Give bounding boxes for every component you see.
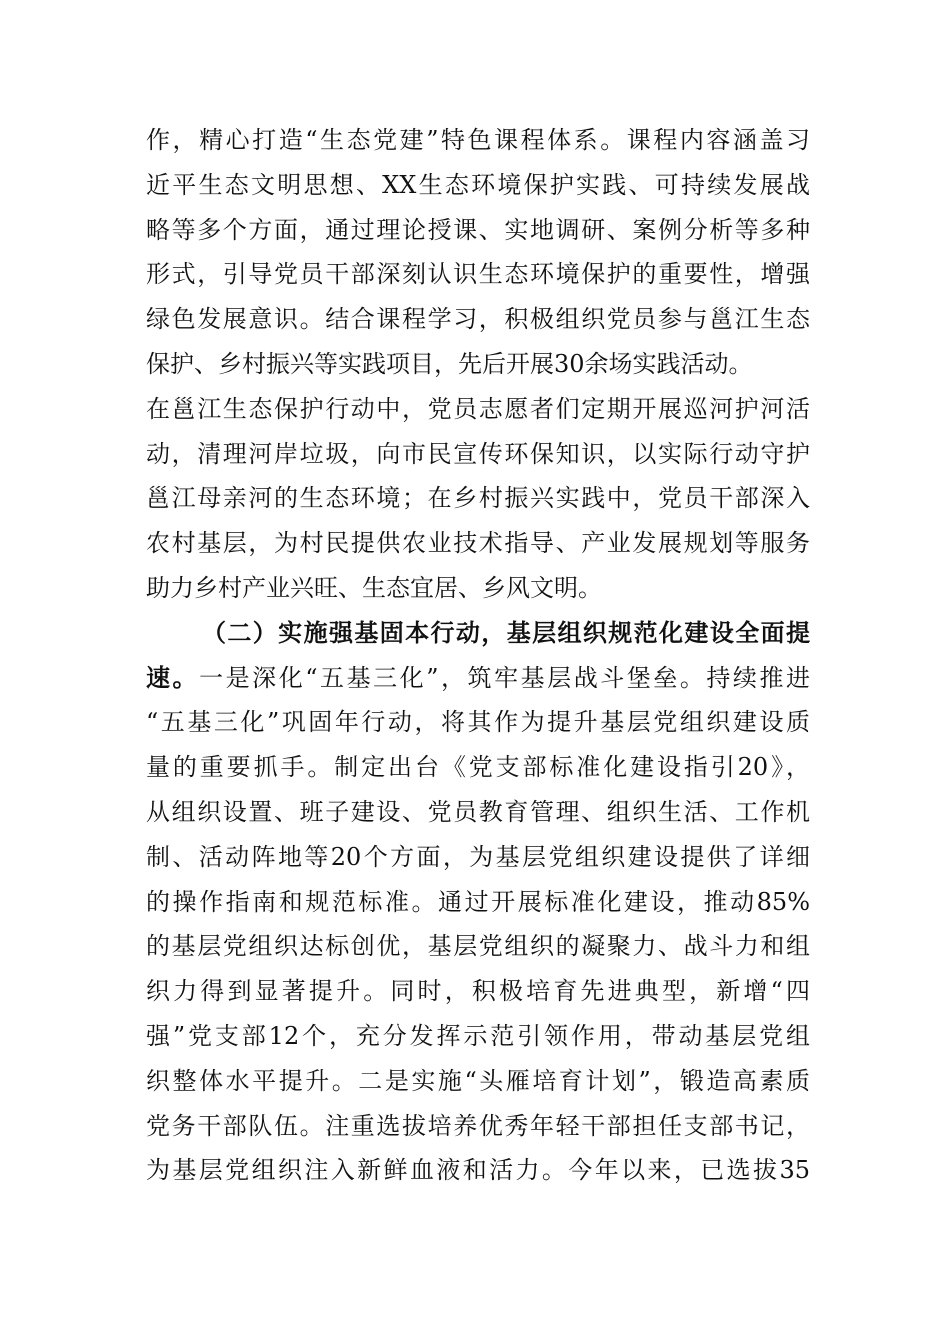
text-line: 略等多个方面，通过理论授课、实地调研、案例分析等多种 [146, 215, 810, 244]
text-line: 党务干部队伍。注重选拔培养优秀年轻干部担任支部书记， [146, 1111, 810, 1140]
text-span: 一是深化“五基三化”，筑牢基层战斗堡垒。持续推进 [199, 663, 810, 692]
text-line: 动，清理河岸垃圾，向市民宣传环保知识，以实际行动守护 [146, 439, 810, 468]
text-line: 邕江母亲河的生态环境；在乡村振兴实践中，党员干部深入 [146, 484, 810, 513]
text-line: 的基层党组织达标创优，基层党组织的凝聚力、战斗力和组 [146, 932, 810, 961]
text-line: 作，精心打造“生态党建”特色课程体系。课程内容涵盖习 [146, 126, 810, 154]
text-line: 织整体水平提升。二是实施“头雁培育计划”，锻造高素质 [146, 1066, 810, 1095]
text-line: 形式，引导党员干部深刻认识生态环境保护的重要性，增强 [146, 260, 810, 289]
text-line: 制、活动阵地等20个方面，为基层党组织建设提供了详细 [146, 842, 810, 871]
text-line: 量的重要抓手。制定出台《党支部标准化建设指引20》， [146, 753, 810, 782]
text-line: 农村基层，为村民提供农业技术指导、产业发展规划等服务 [146, 529, 810, 558]
section-heading-tail: 速。 [146, 662, 200, 692]
text-line: 绿色发展意识。结合课程学习，积极组织党员参与邕江生态 [146, 305, 810, 334]
text-line: 织力得到显著提升。同时，积极培育先进典型，新增“四 [146, 977, 810, 1006]
paragraph-ecology-practice [146, 118, 810, 611]
document-body [146, 118, 810, 1193]
paragraph-grassroots-organization [146, 611, 810, 1193]
text-line [146, 656, 810, 701]
text-line: 从组织设置、班子建设、党员教育管理、组织生活、工作机 [146, 797, 810, 826]
text-line: 保护、乡村振兴等实践项目，先后开展30余场实践活动。 [146, 349, 753, 378]
text-line: 的操作指南和规范标准。通过开展标准化建设，推动85% [146, 887, 810, 916]
text-line: 助力乡村产业兴旺、生态宜居、乡风文明。 [146, 573, 602, 602]
text-line: 在邕江生态保护行动中，党员志愿者们定期开展巡河护河活 [146, 394, 810, 423]
text-line: “五基三化”巩固年行动，将其作为提升基层党组织建设质 [146, 708, 810, 737]
text-line: 强”党支部12个，充分发挥示范引领作用，带动基层党组 [146, 1021, 810, 1050]
section-heading: （二）实施强基固本行动，基层组织规范化建设全面提 [202, 617, 810, 647]
text-line: 为基层党组织注入新鲜血液和活力。今年以来，已选拔35 [146, 1156, 810, 1185]
text-line: 近平生态文明思想、XX生态环境保护实践、可持续发展战 [146, 170, 810, 199]
